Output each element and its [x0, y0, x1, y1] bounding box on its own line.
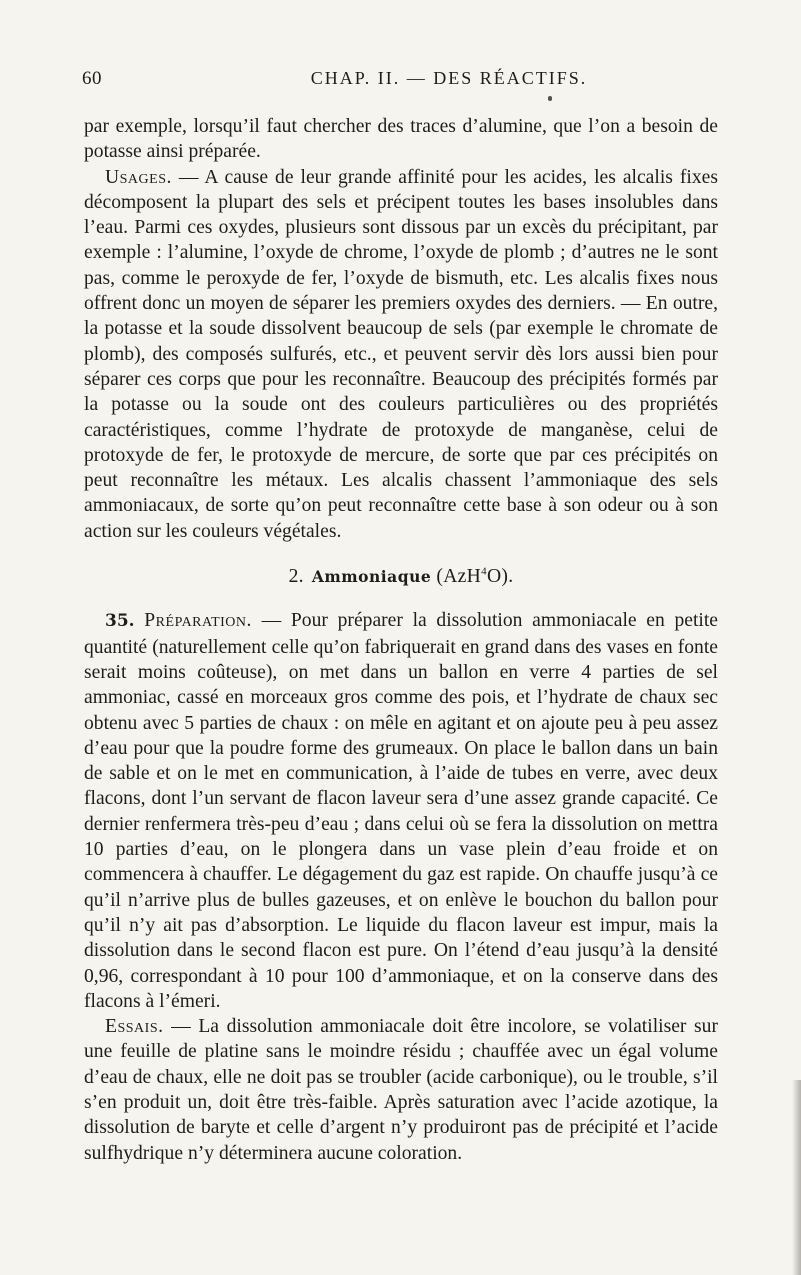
ink-speck [548, 96, 552, 101]
section-number: 2. [288, 566, 304, 588]
page-header [82, 68, 718, 98]
paragraph-continuation [84, 114, 718, 165]
paragraph-number: 35. [105, 611, 135, 632]
section-title: Ammoniaque [311, 567, 432, 587]
paragraph-text: — Pour préparer la dissolution ammoniacale en petite quantité (naturellement celle qu’on fabriquerait en grand dans des vases en fonte serait moins coûteuse), on met dans un ballon en verre 4 parties de sel ammoniac, cassé en morceaux gros comme des pois, et l’hydrate de chaux sec obtenu avec 5 parties de chaux : on mêle en agitant et on ajoute peu à peu assez d’eau pour que la poudre forme des grumeaux. On place le ballon dans un bain de sable et on le met en communication, à l’aide de tubes en verre, avec deux flacons, dont l’un servant de flacon laveur sera d’une assez grande capacité. Ce dernier renfermera très-peu d’eau ; dans celui où se fera la dissolution on mettra 10 parties d’eau, on le plongera dans un vase plein d’eau froide et on commencera à chauffer. Le dégagement du gaz est rapide. On chauffe jusqu’à ce qu’il n’arrive plus de bulles gazeuses, et on enlève le bouchon du ballon pour qu’il n’y ait pas d’absorption. Le liquide du flacon laveur est impur, mais la dissolution dans le second flacon est pure. On l’étend d’eau jusqu’à la densité 0,96, correspondant à 10 pour 100 d’ammoniaque, et on la conserve dans des flacons à l’émeri. [84, 610, 718, 1012]
page-edge-shadow [792, 1080, 801, 1275]
paragraph-text: — La dissolution ammoniacale doit être incolore, se volatiliser sur une feuille de platine sans le moindre résidu ; chauffée avec un égal volume d’eau de chaux, elle ne doit pas se troubler (acide carbonique), ou le trouble, s’il s’en produit un, doit être très-faible. Après saturation avec l’acide azotique, la dissolution de baryte et celle d’argent n’y produiront pas de précipité et l’acide sulfhydrique n’y déterminera aucune coloration. [84, 1016, 718, 1164]
paragraph-text: — A cause de leur grande affinité pour les acides, les alcalis fixes décomposent la plupart des sels et précipent toutes les bases insolubles dans l’eau. Parmi ces oxydes, plusieurs sont dissous par un excès du précipitant, par exemple : l’alumine, l’oxyde de chrome, l’oxyde de plomb ; d’autres ne le sont pas, comme le peroxyde de fer, l’oxyde de bismuth, etc. Les alcalis fixes nous offrent donc un moyen de séparer les premiers oxydes des derniers. — En outre, la potasse et la soude dissolvent beaucoup de sels (par exemple le chromate de plomb), des composés sulfurés, etc., et peuvent servir dès lors aussi bien pour séparer ces corps que pour les reconnaître. Beaucoup des précipités formés par la potasse ou la soude ont des couleurs particulières ou des propriétés caractéristiques, comme l’hydrate de protoxyde de manganèse, celui de protoxyde de fer, le protoxyde de mercure, de sorte que par ces précipités on peut reconnaître les métaux. Les alcalis chassent l’ammoniaque des sels ammoniacaux, de sorte qu’on peut reconnaître cette base à son odeur ou à son action sur les couleurs végétales. [84, 166, 718, 542]
section-formula: (AzH$^4$O). [431, 565, 514, 588]
section-heading [84, 564, 718, 589]
paragraph-essais [84, 1014, 718, 1166]
paragraph-label-essais: Essais. [105, 1016, 164, 1038]
paragraph-text: par exemple, lorsqu’il faut chercher des traces d’alumine, que l’on a besoin de potasse ainsi préparée. [84, 116, 718, 163]
paragraph-usages [84, 165, 718, 544]
paragraph-label-preparation: Préparation. [144, 610, 252, 632]
paragraph-label-usages: Usages. [105, 166, 172, 188]
paragraph-preparation [84, 608, 718, 1014]
body-text [84, 114, 718, 1166]
page-number: 60 [82, 68, 102, 89]
running-head: CHAP. II. — DES RÉACTIFS. [310, 68, 588, 88]
